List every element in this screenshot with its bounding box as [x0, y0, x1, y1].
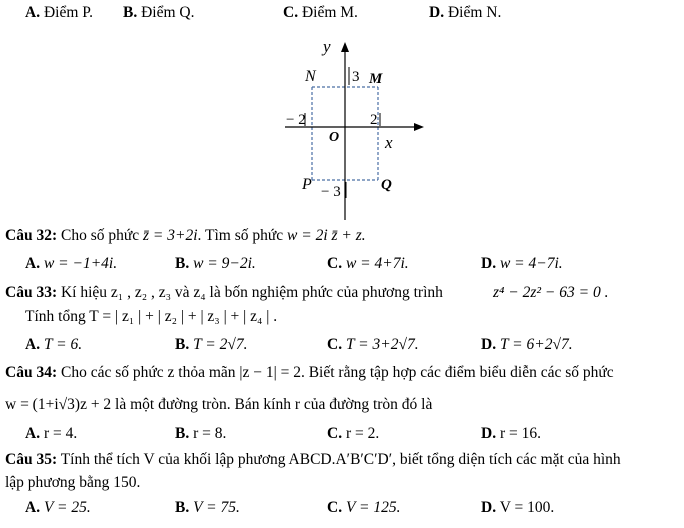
q31-option-c: C. Điểm M.	[283, 4, 358, 21]
q32-option-b: B. w = 9−2i.	[175, 255, 256, 272]
q32-label: Câu 32:	[5, 227, 58, 244]
q34-option-a: A. r = 4.	[25, 425, 78, 442]
q32-option-d: D. w = 4−7i.	[481, 255, 563, 272]
q33-label: Câu 33:	[5, 284, 58, 301]
q34-option-d: D. r = 16.	[481, 425, 541, 442]
coordinate-figure	[0, 0, 684, 230]
q34-label: Câu 34:	[5, 364, 58, 381]
y-axis-arrow	[341, 42, 349, 52]
q35-label: Câu 35:	[5, 451, 58, 468]
q35-stem: Câu 35: Tính thể tích V của khối lập phương ABCD.A′B′C′D′, biết tổng diện tích các mặt của hình	[5, 451, 621, 468]
q34-option-c: C. r = 2.	[327, 425, 380, 442]
q35-option-c: C. V = 125.	[327, 499, 401, 516]
q33-option-c: C. T = 3+2√7.	[327, 336, 419, 353]
point-q-label: Q	[381, 177, 392, 193]
q34-option-b: B. r = 8.	[175, 425, 227, 442]
y-axis-label: y	[323, 37, 331, 56]
q34-stem: Câu 34: Cho các số phức z thỏa mãn |z − 1| = 2. Biết rằng tập hợp các điểm biểu diễn các số phức	[5, 364, 614, 381]
tick-label-top: 3	[352, 69, 360, 85]
q33-option-b: B. T = 2√7.	[175, 336, 248, 353]
q34-line2: w = (1+i√3)z + 2 là một đường tròn. Bán kính r của đường tròn đó là	[5, 396, 433, 413]
tick-label-bottom: − 3	[321, 184, 341, 200]
tick-label-right: 2	[370, 112, 378, 128]
q32-option-c: C. w = 4+7i.	[327, 255, 409, 272]
q33-equation: z⁴ − 2z² − 63 = 0 .	[493, 284, 609, 301]
point-p-label: P	[302, 176, 312, 193]
q33-option-a: A. T = 6.	[25, 336, 83, 353]
q32-option-a: A. w = −1+4i.	[25, 255, 118, 272]
q35-option-b: B. V = 75.	[175, 499, 240, 516]
q33-stem: Câu 33: Kí hiệu z₁ , z₂ , z₃ và z₄ là bốn nghiệm phức của phương trình	[5, 284, 443, 301]
q33-option-d: D. T = 6+2√7.	[481, 336, 573, 353]
q35-option-d: D. V = 100.	[481, 499, 555, 516]
tick-label-left: − 2	[286, 112, 306, 128]
x-axis-arrow	[414, 123, 424, 131]
point-m-label: M	[369, 71, 383, 87]
x-axis-label: x	[385, 133, 393, 152]
point-n-label: N	[305, 68, 316, 85]
q35-line2: lập phương bằng 150.	[5, 474, 141, 491]
origin-label: O	[329, 130, 340, 145]
q31-option-b: B. Điểm Q.	[123, 4, 195, 21]
q31-option-d: D. Điểm N.	[429, 4, 502, 21]
q35-option-a: A. V = 25.	[25, 499, 91, 516]
q32-stem: Câu 32: Cho số phức z̄ = 3+2i. Tìm số phức w = 2i z̄ + z.	[5, 227, 366, 244]
q31-option-a: A. Điểm P.	[25, 4, 94, 21]
q33-line2: Tính tổng T = | z₁ | + | z₂ | + | z₃ | + | z₄ | .	[25, 308, 278, 325]
